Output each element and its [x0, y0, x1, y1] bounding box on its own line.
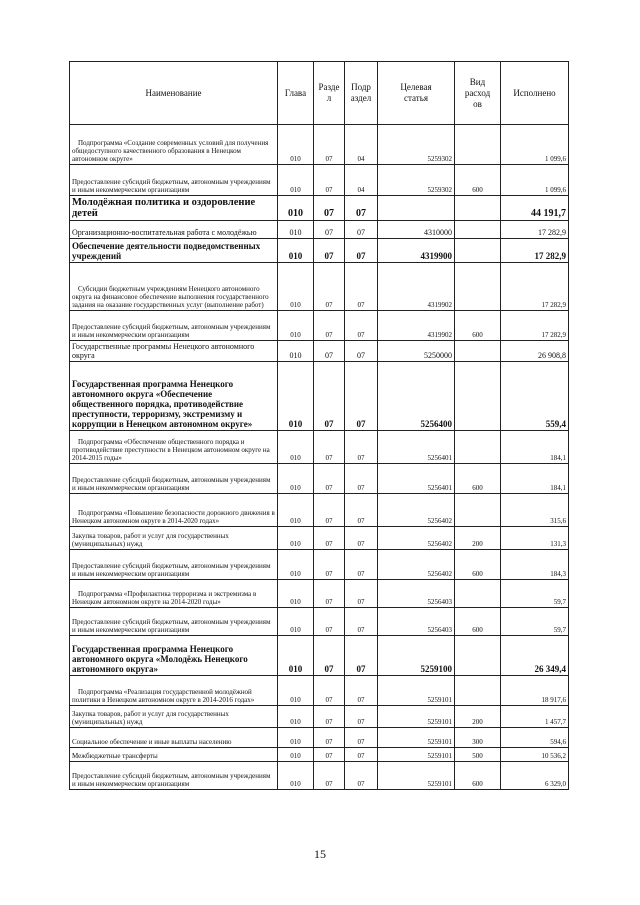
cell-executed: 10 536,2 — [501, 748, 569, 762]
cell-chapter: 010 — [278, 762, 314, 790]
cell-subsection: 07 — [345, 748, 378, 762]
cell-executed: 184,3 — [501, 550, 569, 580]
cell-chapter: 010 — [278, 676, 314, 706]
col-header-expense-type: Вид расход ов — [455, 62, 501, 125]
cell-expense-type — [455, 494, 501, 527]
cell-name: Обеспечение деятельности подведомственных учреждений — [70, 239, 278, 263]
cell-chapter: 010 — [278, 165, 314, 196]
col-header-subsection: Подр аздел — [345, 62, 378, 125]
col-header-name: Наименование — [70, 62, 278, 125]
cell-section: 07 — [314, 263, 345, 311]
cell-name: Государственные программы Ненецкого автономного округа — [70, 341, 278, 362]
cell-target: 5256401 — [378, 431, 455, 464]
cell-section: 07 — [314, 196, 345, 221]
cell-chapter: 010 — [278, 362, 314, 431]
cell-executed: 1 099,6 — [501, 125, 569, 165]
cell-target: 5259101 — [378, 676, 455, 706]
cell-expense-type — [455, 580, 501, 608]
cell-section: 07 — [314, 341, 345, 362]
cell-chapter: 010 — [278, 580, 314, 608]
cell-target: 5256402 — [378, 550, 455, 580]
col-header-executed: Исполнено — [501, 62, 569, 125]
cell-name: Предоставление субсидий бюджетным, автономным учреждениям и иным некоммерческим организациям — [70, 550, 278, 580]
cell-section: 07 — [314, 431, 345, 464]
cell-executed: 6 329,0 — [501, 762, 569, 790]
cell-expense-type — [455, 676, 501, 706]
cell-chapter: 010 — [278, 431, 314, 464]
cell-expense-type: 600 — [455, 464, 501, 494]
cell-expense-type: 200 — [455, 527, 501, 550]
cell-expense-type: 600 — [455, 165, 501, 196]
table-row — [70, 125, 569, 165]
cell-target: 5259302 — [378, 165, 455, 196]
cell-chapter: 010 — [278, 494, 314, 527]
table-header-row — [70, 62, 569, 125]
table-row — [70, 464, 569, 494]
table-row — [70, 263, 569, 311]
cell-executed: 17 282,9 — [501, 239, 569, 263]
cell-target: 5259101 — [378, 762, 455, 790]
cell-name: Государственная программа Ненецкого автономного округа «Обеспечение общественного порядка, противодействие преступности, терроризму, экстремизму и коррупции в Ненецком автономном округе» — [70, 362, 278, 431]
table-row — [70, 431, 569, 464]
cell-executed: 1 099,6 — [501, 165, 569, 196]
cell-name: Молодёжная политика и оздоровление детей — [70, 196, 278, 221]
cell-target: 4319900 — [378, 239, 455, 263]
cell-target: 5259302 — [378, 125, 455, 165]
cell-section: 07 — [314, 125, 345, 165]
cell-subsection: 07 — [345, 706, 378, 728]
cell-expense-type — [455, 431, 501, 464]
cell-section: 07 — [314, 221, 345, 239]
cell-subsection: 07 — [345, 311, 378, 341]
cell-name: Предоставление субсидий бюджетным, автономным учреждениям и иным некоммерческим организациям — [70, 464, 278, 494]
cell-name: Предоставление субсидий бюджетным, автономным учреждениям и иным некоммерческим организациям — [70, 165, 278, 196]
cell-section: 07 — [314, 748, 345, 762]
cell-subsection: 07 — [345, 431, 378, 464]
cell-executed: 59,7 — [501, 580, 569, 608]
cell-chapter: 010 — [278, 125, 314, 165]
cell-name: Социальное обеспечение и иные выплаты населению — [70, 728, 278, 748]
cell-target: 5259100 — [378, 636, 455, 676]
table-row — [70, 239, 569, 263]
cell-subsection: 07 — [345, 362, 378, 431]
cell-name: Межбюджетные трансферты — [70, 748, 278, 762]
cell-section: 07 — [314, 762, 345, 790]
cell-subsection: 07 — [345, 221, 378, 239]
cell-name: Подпрограмма «Профилактика терроризма и экстремизма в Ненецком автономном округе на 2014-2020 годы» — [70, 580, 278, 608]
cell-target — [378, 196, 455, 221]
cell-subsection: 07 — [345, 636, 378, 676]
table-row — [70, 728, 569, 748]
page-number: 15 — [314, 847, 326, 861]
cell-target: 5250000 — [378, 341, 455, 362]
cell-chapter: 010 — [278, 748, 314, 762]
cell-target: 5256400 — [378, 362, 455, 431]
cell-chapter: 010 — [278, 550, 314, 580]
cell-chapter: 010 — [278, 728, 314, 748]
cell-executed: 44 191,7 — [501, 196, 569, 221]
table-row — [70, 341, 569, 362]
cell-target: 5259101 — [378, 728, 455, 748]
cell-name: Государственная программа Ненецкого автономного округа «Молодёжь Ненецкого автономного округа» — [70, 636, 278, 676]
cell-chapter: 010 — [278, 706, 314, 728]
table-body — [70, 125, 569, 790]
cell-section: 07 — [314, 464, 345, 494]
cell-expense-type — [455, 362, 501, 431]
cell-target: 5256402 — [378, 527, 455, 550]
cell-subsection: 07 — [345, 527, 378, 550]
cell-expense-type — [455, 341, 501, 362]
table-row — [70, 362, 569, 431]
budget-table — [69, 61, 569, 790]
table-row — [70, 706, 569, 728]
cell-chapter: 010 — [278, 311, 314, 341]
cell-target: 4319902 — [378, 263, 455, 311]
cell-section: 07 — [314, 239, 345, 263]
cell-executed: 18 917,6 — [501, 676, 569, 706]
table-row — [70, 494, 569, 527]
cell-chapter: 010 — [278, 263, 314, 311]
cell-name: Закупка товаров, работ и услуг для государственных (муниципальных) нужд — [70, 706, 278, 728]
cell-name: Организационно-воспитательная работа с молодёжью — [70, 221, 278, 239]
cell-target: 5256401 — [378, 464, 455, 494]
cell-chapter: 010 — [278, 196, 314, 221]
cell-executed: 26 349,4 — [501, 636, 569, 676]
cell-executed: 184,1 — [501, 431, 569, 464]
table-row — [70, 676, 569, 706]
table-row — [70, 196, 569, 221]
table-row — [70, 608, 569, 636]
cell-chapter: 010 — [278, 341, 314, 362]
cell-subsection: 07 — [345, 580, 378, 608]
cell-name: Подпрограмма «Обеспечение общественного порядка и противодействие преступности в Ненецком автономном округе на 2014-2015 годы» — [70, 431, 278, 464]
cell-name: Предоставление субсидий бюджетным, автономным учреждениям и иным некоммерческим организациям — [70, 762, 278, 790]
table-row — [70, 636, 569, 676]
cell-subsection: 07 — [345, 196, 378, 221]
cell-executed: 59,7 — [501, 608, 569, 636]
cell-subsection: 07 — [345, 263, 378, 311]
cell-section: 07 — [314, 527, 345, 550]
cell-target: 4319902 — [378, 311, 455, 341]
cell-executed: 559,4 — [501, 362, 569, 431]
cell-expense-type: 600 — [455, 311, 501, 341]
cell-expense-type: 300 — [455, 728, 501, 748]
cell-executed: 1 457,7 — [501, 706, 569, 728]
cell-expense-type — [455, 263, 501, 311]
cell-expense-type — [455, 196, 501, 221]
cell-section: 07 — [314, 494, 345, 527]
cell-section: 07 — [314, 362, 345, 431]
cell-section: 07 — [314, 550, 345, 580]
cell-name: Предоставление субсидий бюджетным, автономным учреждениям и иным некоммерческим организациям — [70, 608, 278, 636]
col-header-target: Целевая статья — [378, 62, 455, 125]
cell-executed: 26 908,8 — [501, 341, 569, 362]
cell-target: 5256402 — [378, 494, 455, 527]
cell-subsection: 07 — [345, 494, 378, 527]
cell-name: Подпрограмма «Реализация государственной молодёжной политики в Ненецком автономном округе в 2014-2016 годах» — [70, 676, 278, 706]
cell-name: Подпрограмма «Создание современных условий для получения общедоступного качественного образования в Ненецком автономном округе» — [70, 125, 278, 165]
cell-section: 07 — [314, 165, 345, 196]
col-header-chapter: Глава — [278, 62, 314, 125]
cell-chapter: 010 — [278, 636, 314, 676]
cell-subsection: 07 — [345, 762, 378, 790]
cell-subsection: 07 — [345, 550, 378, 580]
table-row — [70, 311, 569, 341]
cell-executed: 594,6 — [501, 728, 569, 748]
table-row — [70, 221, 569, 239]
cell-subsection: 07 — [345, 608, 378, 636]
cell-expense-type: 600 — [455, 762, 501, 790]
cell-target: 4310000 — [378, 221, 455, 239]
col-header-section: Разде л — [314, 62, 345, 125]
cell-subsection: 07 — [345, 239, 378, 263]
cell-section: 07 — [314, 636, 345, 676]
cell-expense-type — [455, 125, 501, 165]
cell-name: Предоставление субсидий бюджетным, автономным учреждениям и иным некоммерческим организациям — [70, 311, 278, 341]
cell-section: 07 — [314, 580, 345, 608]
cell-executed: 17 282,9 — [501, 311, 569, 341]
table-row — [70, 165, 569, 196]
cell-section: 07 — [314, 676, 345, 706]
cell-chapter: 010 — [278, 221, 314, 239]
cell-subsection: 07 — [345, 676, 378, 706]
cell-section: 07 — [314, 608, 345, 636]
cell-name: Субсидии бюджетным учреждениям Ненецкого автономного округа на финансовое обеспечение выполнения государственного задания на оказание государственных услуг (выполнение работ) — [70, 263, 278, 311]
cell-executed: 17 282,9 — [501, 263, 569, 311]
cell-section: 07 — [314, 728, 345, 748]
cell-subsection: 07 — [345, 728, 378, 748]
cell-target: 5259101 — [378, 706, 455, 728]
cell-expense-type: 600 — [455, 550, 501, 580]
cell-target: 5259101 — [378, 748, 455, 762]
cell-target: 5256403 — [378, 580, 455, 608]
cell-subsection: 04 — [345, 125, 378, 165]
cell-target: 5256403 — [378, 608, 455, 636]
cell-chapter: 010 — [278, 608, 314, 636]
cell-subsection: 07 — [345, 464, 378, 494]
cell-executed: 17 282,9 — [501, 221, 569, 239]
cell-subsection: 07 — [345, 341, 378, 362]
cell-section: 07 — [314, 311, 345, 341]
cell-expense-type: 500 — [455, 748, 501, 762]
cell-chapter: 010 — [278, 464, 314, 494]
cell-expense-type — [455, 636, 501, 676]
cell-expense-type: 200 — [455, 706, 501, 728]
cell-name: Подпрограмма «Повышение безопасности дорожного движения в Ненецком автономном округе в 2014-2020 годах» — [70, 494, 278, 527]
cell-chapter: 010 — [278, 527, 314, 550]
cell-executed: 315,6 — [501, 494, 569, 527]
cell-expense-type — [455, 239, 501, 263]
table-row — [70, 762, 569, 790]
cell-expense-type: 600 — [455, 608, 501, 636]
cell-expense-type — [455, 221, 501, 239]
table-row — [70, 550, 569, 580]
cell-executed: 184,1 — [501, 464, 569, 494]
cell-chapter: 010 — [278, 239, 314, 263]
cell-section: 07 — [314, 706, 345, 728]
table-row — [70, 580, 569, 608]
cell-name: Закупка товаров, работ и услуг для государственных (муниципальных) нужд — [70, 527, 278, 550]
cell-executed: 131,3 — [501, 527, 569, 550]
table-row — [70, 527, 569, 550]
table-row — [70, 748, 569, 762]
cell-subsection: 04 — [345, 165, 378, 196]
